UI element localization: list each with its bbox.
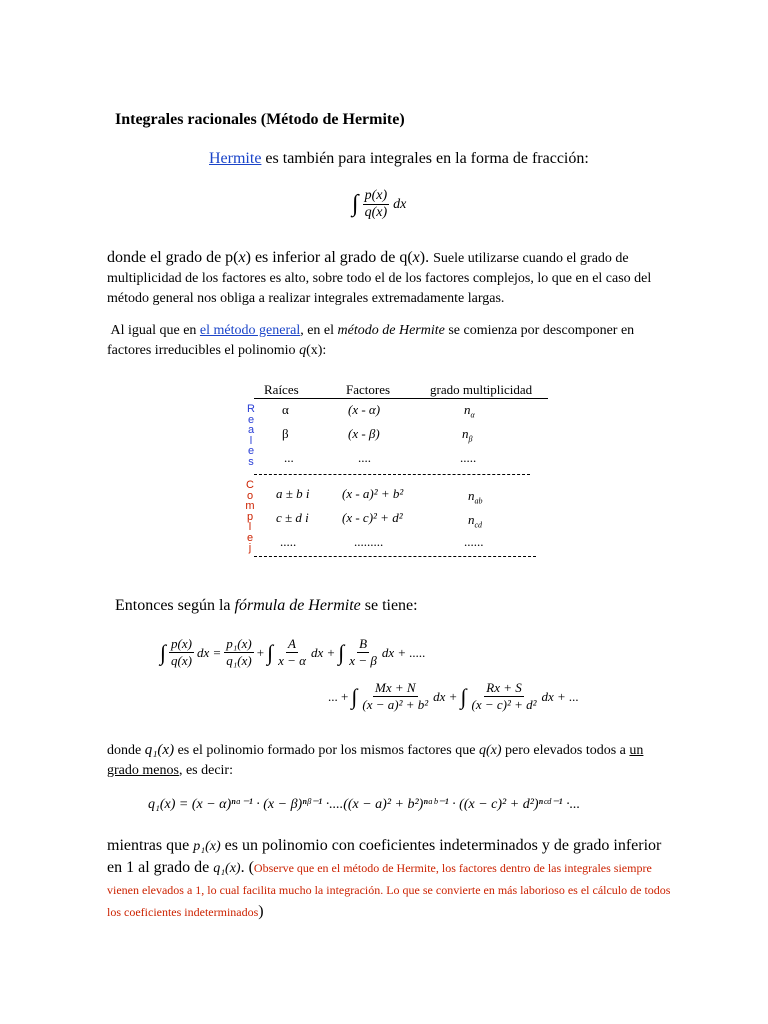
- page-title: Integrales racionales (Método de Hermite): [115, 111, 405, 128]
- hermite-formula-line1: ∫ $\frac{p(x)}{q(x)}$ dx = $\frac{\text{p₁(x)}}{\text{q₁(x)}}$ + ∫ $\frac{A}{x - \alpha}$ dx + ∫ $\frac{B}{x - \beta}$ dx + .....: [160, 636, 426, 668]
- complex-root-ab: a ± b i: [276, 486, 310, 501]
- header-rule: [254, 398, 548, 399]
- real-root-more: ...: [284, 450, 294, 465]
- table-bottom-rule: [254, 556, 536, 557]
- complex-factor-more: .........: [354, 534, 384, 549]
- real-mult-more: .....: [460, 450, 477, 465]
- roots-table: [240, 382, 560, 572]
- complex-root-cd: c ± d i: [276, 510, 309, 525]
- paragraph-descomponer: Al igual que en el método general, en el método de Hermite se comienza por descomponer en factores irreducibles el polinomio q(x):: [107, 323, 635, 358]
- real-factor-more: ....: [358, 450, 371, 465]
- integral-denominator: q(x): [364, 205, 388, 220]
- integral-dx: dx: [393, 197, 407, 213]
- intro-text: es también para integrales en la forma de fracción:: [261, 150, 589, 167]
- header-raices: Raíces: [264, 382, 299, 397]
- complex-mult-ab: $n_{ab}$: [468, 488, 483, 506]
- entonces-line: Entonces según la fórmula de Hermite se tiene:: [115, 597, 418, 614]
- real-factor-alpha: (x - α): [348, 402, 381, 417]
- integral-pq: ∫ $\frac{p(x)}{q(x)}$ dx: [352, 188, 407, 220]
- complex-factor-cd: (x - c)² + d²: [342, 510, 403, 525]
- real-root-alpha: α: [282, 402, 289, 417]
- paragraph-donde: donde q₁(x) es el polinomio formado por los mismos factores que q(x) pero elevados todos a un grado menos, es decir:: [107, 742, 644, 778]
- observation-note: Observe que en el método de Hermite, los factores dentro de las integrales siempre vienen elevados a 1, lo cual facilita mucho la integración. Lo que se convierte en más laborioso es el cálculo de todos los coeficientes indeterminados: [107, 861, 671, 919]
- side-label-reales: R e a l e s: [247, 403, 255, 468]
- q1-formula: q₁(x) = (x − α)ⁿᵅ⁻¹ · (x − β)ⁿᵝ⁻¹ ·....((x − a)² + b²)ⁿᵃᵇ⁻¹ · ((x − c)² + d²)ⁿᶜᵈ⁻¹ ·...: [148, 797, 581, 812]
- hermite-formula-line2: ... + ∫ $\frac{Mx + N}{\text{(x − a)² + b²}}$ dx + ∫ $\frac{Rx + S}{\text{(x − c)² + d²}}$ dx + ...: [328, 680, 579, 712]
- complex-mult-more: ......: [464, 534, 484, 549]
- paragraph-grado: donde el grado de p(x) es inferior al grado de q(x). Suele utilizarse cuando el grado de multiplicidad de los factores es alto, sobre todo el de los factores complejos, lo que en el caso del método general nos obliga a realizar integrales extremadamente largas.: [107, 249, 652, 306]
- metodo-general-link[interactable]: el método general: [199, 323, 301, 338]
- intro-line: [209, 150, 589, 168]
- paragraph-mientras: mientras que p₁(x) es un polinomio con coeficientes indeterminados y de grado inferior en 1 al grado de q₁(x). (Observe que en el método de Hermite, los factores dentro de las integrales siempre vienen elevados a 1, lo cual facilita mucho la integración. Lo que se convierte en más laborioso es el cálculo de todos los coeficientes indeterminados): [107, 837, 671, 920]
- hermite-link[interactable]: Hermite: [209, 150, 262, 167]
- real-mult-beta: $n_\beta$: [462, 426, 473, 444]
- complex-root-more: .....: [280, 534, 297, 549]
- complex-factor-ab: (x - a)² + b²: [342, 486, 404, 501]
- table-divider: [254, 474, 530, 475]
- integral-numerator: p(x): [364, 188, 388, 203]
- side-label-complejas: C o m p l e j: [245, 479, 255, 554]
- header-grado: grado multiplicidad: [430, 382, 533, 397]
- complex-mult-cd: $n_{cd}$: [468, 512, 483, 530]
- real-root-beta: β: [282, 426, 289, 441]
- header-factores: Factores: [346, 382, 391, 397]
- real-mult-alpha: $n_\alpha$: [464, 402, 475, 420]
- real-factor-beta: (x - β): [348, 426, 380, 441]
